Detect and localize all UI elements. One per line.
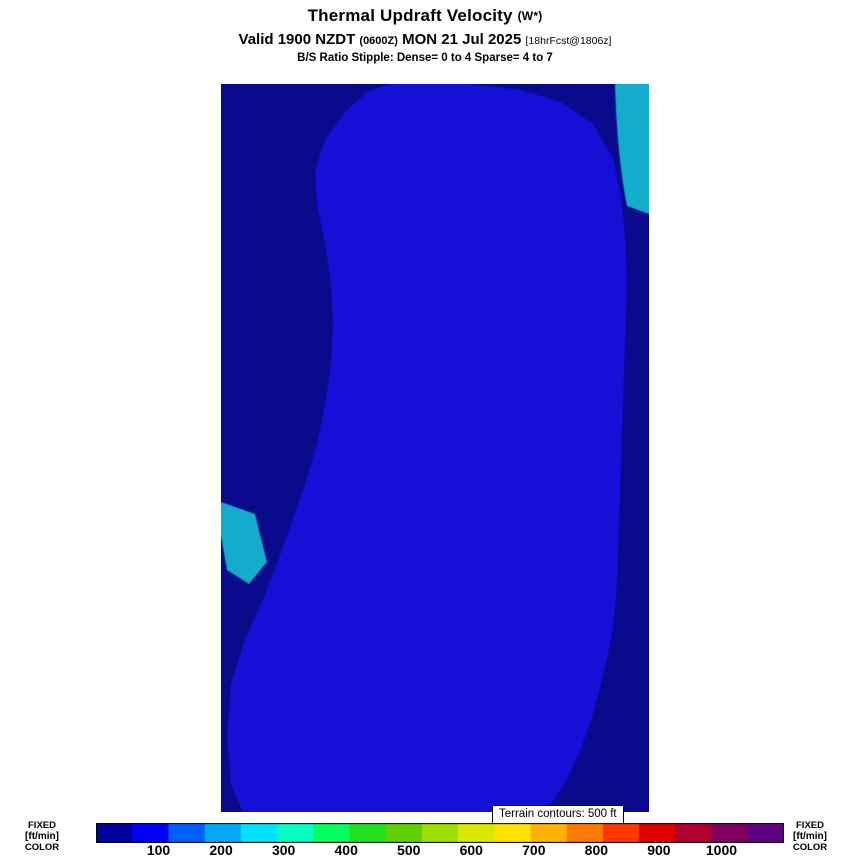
colorbar xyxy=(96,823,784,843)
legend-right-color: COLOR xyxy=(792,842,828,853)
colorbar-tick: 800 xyxy=(584,842,609,858)
colorbar-tick: 700 xyxy=(522,842,546,858)
valid-time-line xyxy=(0,31,850,48)
map-panel[interactable] xyxy=(221,84,649,812)
legend-left-color: COLOR xyxy=(24,842,60,853)
colorbar-tick: 400 xyxy=(334,842,358,858)
legend-left-caption xyxy=(12,820,72,853)
valid-time-utc: (0600Z) xyxy=(359,35,398,47)
valid-time: Valid 1900 NZDT xyxy=(238,31,356,48)
title-text: Thermal Updraft Velocity xyxy=(307,6,513,25)
color-legend xyxy=(0,818,850,860)
colorbar-tick: 500 xyxy=(397,842,421,858)
terrain-contours-note: Terrain contours: 500 ft xyxy=(492,805,624,824)
legend-left-fixed: FIXED xyxy=(28,820,56,831)
legend-right-units: [ft/min] xyxy=(793,831,827,842)
legend-right-caption xyxy=(780,820,840,853)
title-units: (W*) xyxy=(517,9,543,23)
colorbar-tick: 600 xyxy=(459,842,483,858)
chart-header xyxy=(0,0,850,64)
thermal-updraft-map xyxy=(221,84,649,812)
colorbar-tick-labels xyxy=(96,842,784,860)
legend-left-units: [ft/min] xyxy=(25,831,59,842)
valid-date: MON 21 Jul 2025 xyxy=(402,31,522,48)
page-title xyxy=(0,6,850,26)
colorbar-tick: 100 xyxy=(146,842,171,858)
colorbar-tick: 200 xyxy=(209,842,233,858)
legend-right-fixed: FIXED xyxy=(796,820,824,831)
stipple-note: B/S Ratio Stipple: Dense= 0 to 4 Sparse= 4 to 7 xyxy=(297,52,553,64)
forecast-tag: [18hrFcst@1806z] xyxy=(525,35,612,47)
colorbar-tick: 1000 xyxy=(705,842,738,858)
colorbar-tick: 300 xyxy=(271,842,296,858)
colorbar-tick: 900 xyxy=(647,842,671,858)
